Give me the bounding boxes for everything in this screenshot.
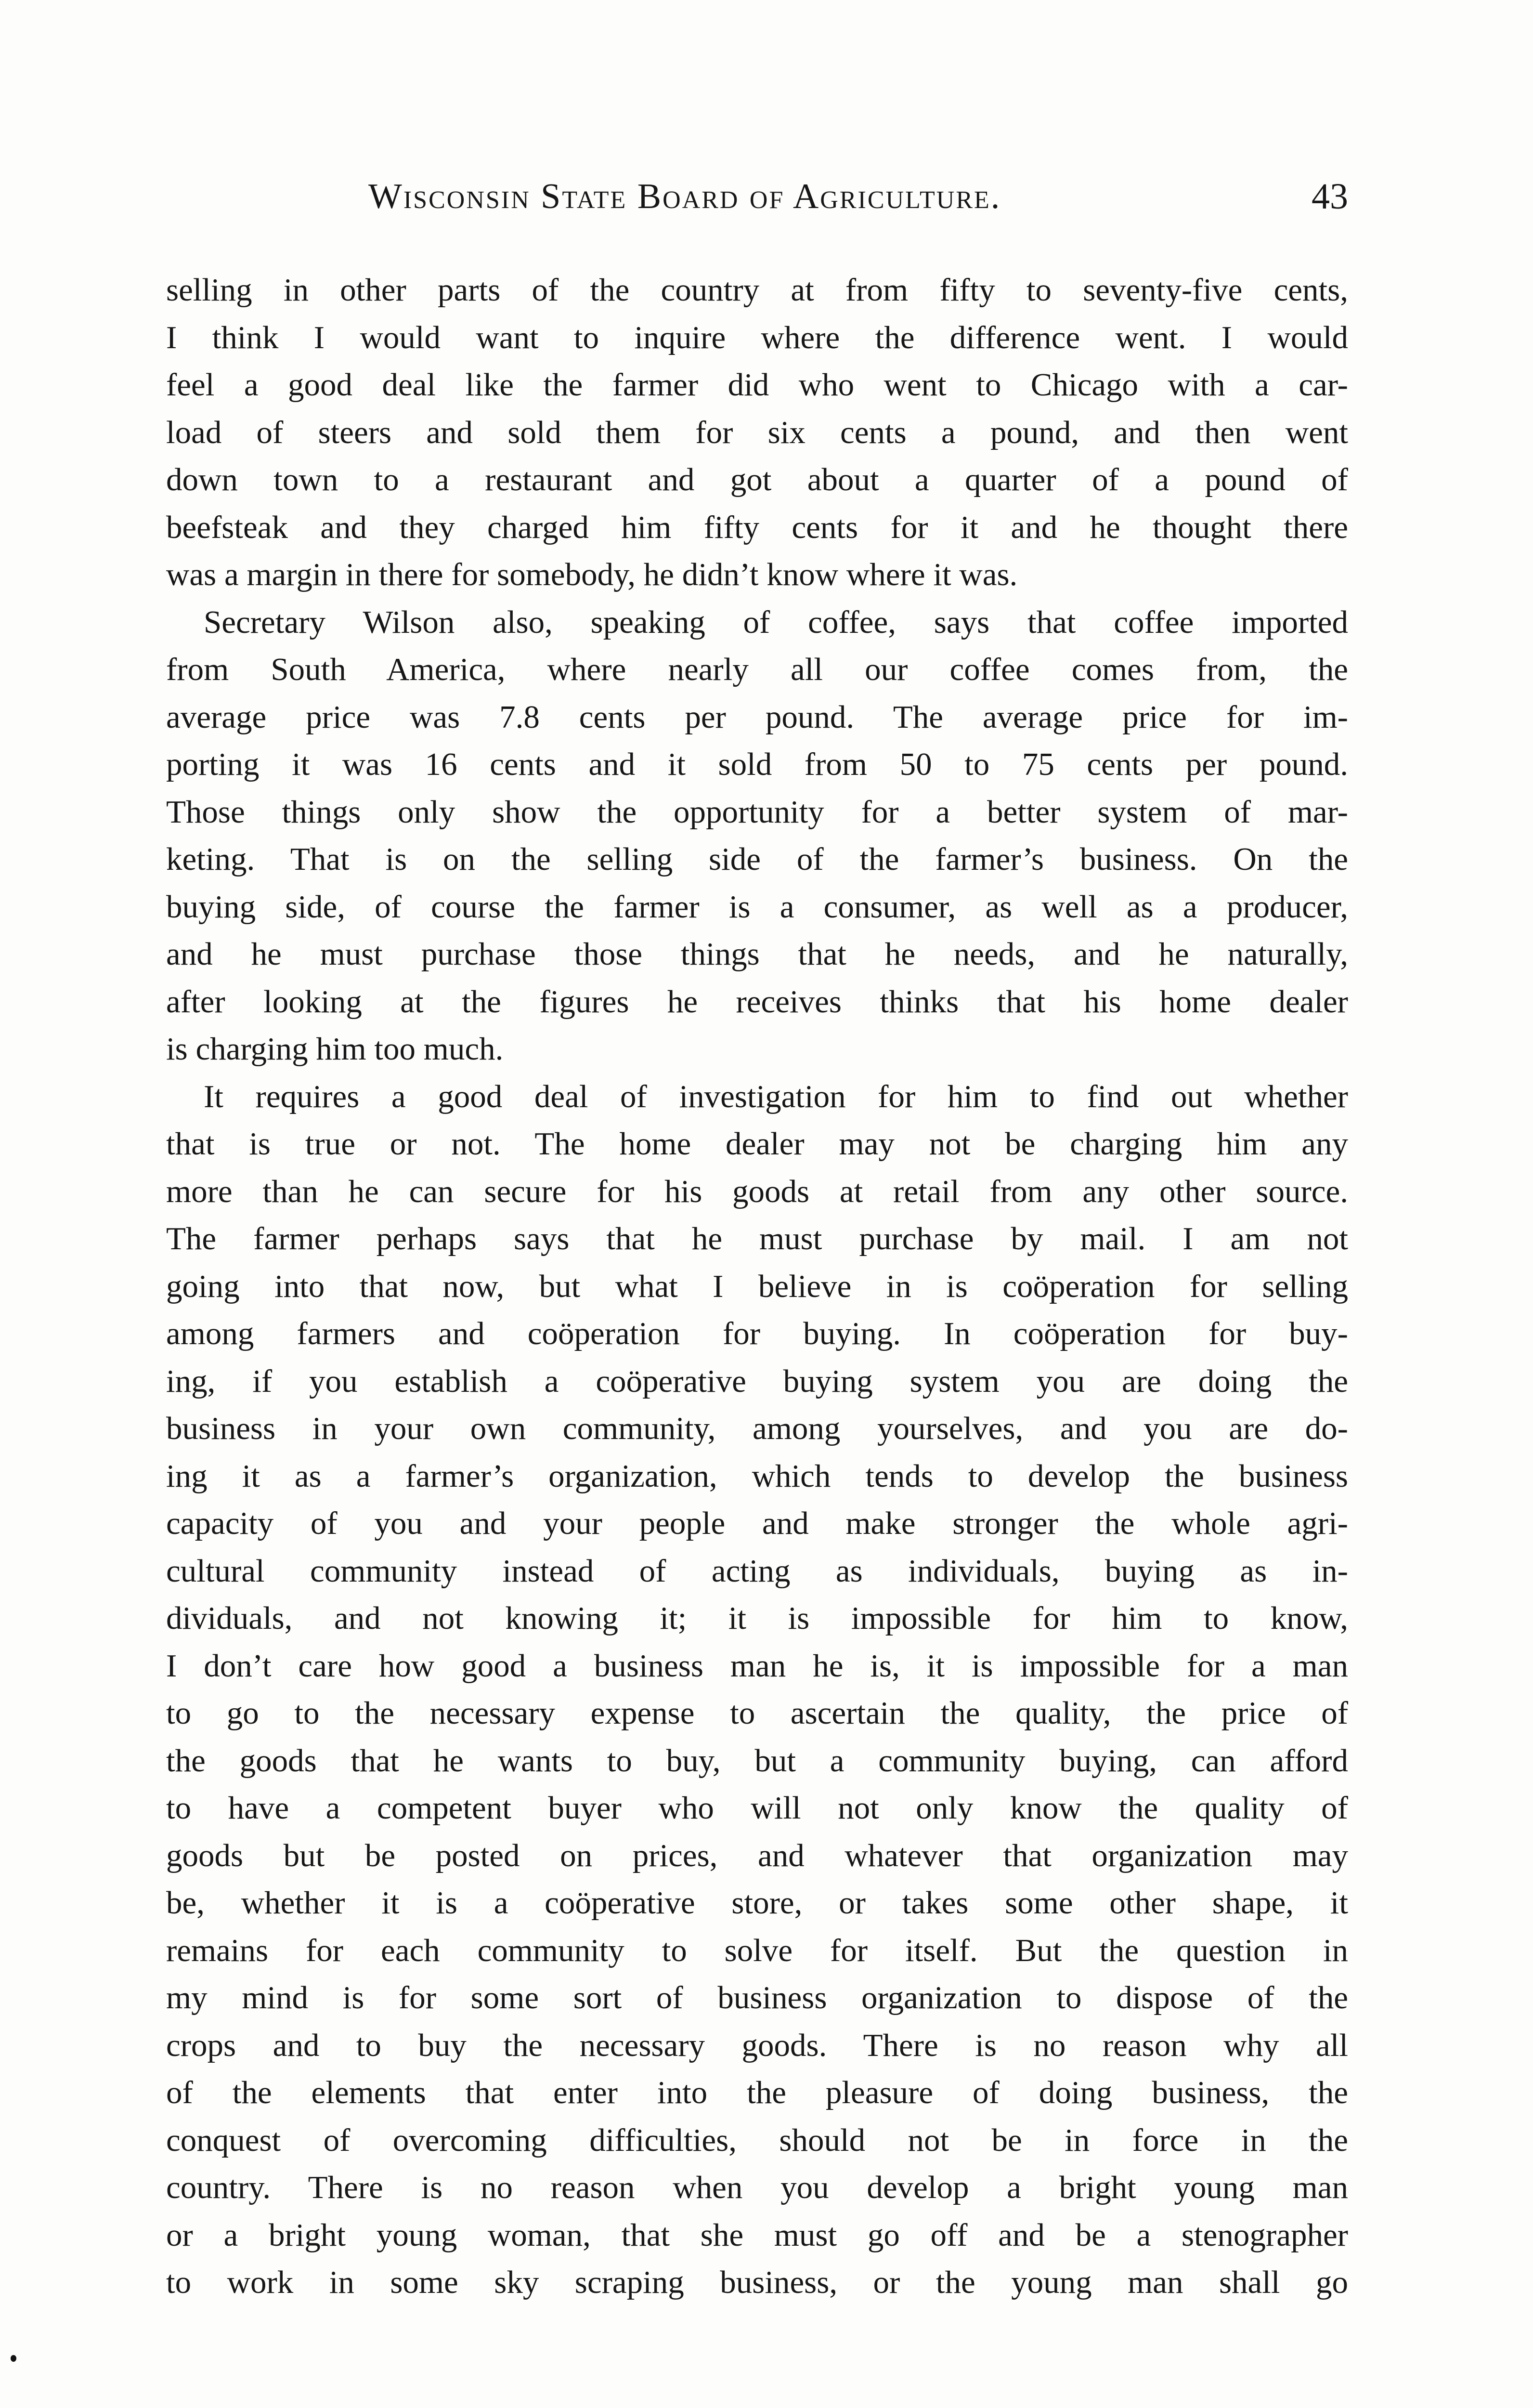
text-line: conquest of overcoming difficulties, should not be in force in the — [166, 2122, 1348, 2158]
text-line: country. There is no reason when you develop a bright young man — [166, 2170, 1348, 2205]
text-line: selling in other parts of the country at from fifty to seventy-five cents, — [166, 272, 1348, 308]
text-line: remains for each community to solve for itself. But the question in — [166, 1932, 1348, 1968]
text-line: the goods that he wants to buy, but a community buying, can afford — [166, 1742, 1348, 1779]
text-line: of the elements that enter into the pleasure of doing business, the — [166, 2075, 1348, 2110]
text-line: crops and to buy the necessary goods. There is no reason why all — [166, 2027, 1348, 2063]
text-line: to work in some sky scraping business, or the young man shall go — [166, 2264, 1348, 2300]
text-line: keting. That is on the selling side of the farmer’s business. On the — [166, 841, 1348, 877]
text-line: load of steers and sold them for six cents a pound, and then went — [166, 414, 1348, 450]
text-line: Those things only show the opportunity for a better system of mar- — [166, 794, 1348, 830]
text-line: average price was 7.8 cents per pound. The average price for im- — [166, 699, 1348, 735]
text-line: porting it was 16 cents and it sold from 50 to 75 cents per pound. — [166, 746, 1348, 782]
running-head: Wisconsin State Board of Agriculture. — [368, 177, 1001, 216]
text-line: cultural community instead of acting as individuals, buying as in- — [166, 1553, 1348, 1589]
text-line: capacity of you and your people and make stronger the whole agri- — [166, 1505, 1348, 1541]
ink-speck — [11, 2355, 16, 2362]
text-line: I think I would want to inquire where the difference went. I would — [166, 319, 1348, 355]
text-line: is charging him too much. — [166, 1031, 504, 1067]
text-line: going into that now, but what I believe in is coöperation for selling — [166, 1268, 1348, 1304]
text-line: down town to a restaurant and got about a quarter of a pound of — [166, 462, 1348, 497]
text-line: ing it as a farmer’s organization, which tends to develop the business — [166, 1458, 1348, 1494]
text-line: that is true or not. The home dealer may not be charging him any — [166, 1126, 1348, 1162]
text-line: was a margin in there for somebody, he didn’t know where it was. — [166, 557, 1018, 592]
text-line: my mind is for some sort of business organization to dispose of the — [166, 1980, 1348, 2015]
text-line: feel a good deal like the farmer did who went to Chicago with a car- — [166, 367, 1348, 403]
page-header — [166, 172, 1348, 221]
text-line: I don’t care how good a business man he is, it is impossible for a man — [166, 1648, 1348, 1684]
text-line: and he must purchase those things that he needs, and he naturally, — [166, 936, 1348, 972]
text-line: be, whether it is a coöperative store, or takes some other shape, it — [166, 1885, 1348, 1921]
paragraph-first-line: Secretary Wilson also, speaking of coffee, says that coffee imported — [204, 604, 1348, 640]
page-number: 43 — [1312, 176, 1348, 217]
text-line: from South America, where nearly all our coffee comes from, the — [166, 652, 1348, 687]
text-line: buying side, of course the farmer is a consumer, as well as a producer, — [166, 889, 1348, 925]
text-line: among farmers and coöperation for buying. In coöperation for buy- — [166, 1316, 1348, 1351]
text-line: The farmer perhaps says that he must purchase by mail. I am not — [166, 1221, 1348, 1256]
text-line: business in your own community, among yourselves, and you are do- — [166, 1411, 1348, 1446]
paragraph-first-line: It requires a good deal of investigation for him to find out whether — [204, 1078, 1348, 1114]
text-line: beefsteak and they charged him fifty cents for it and he thought there — [166, 509, 1348, 545]
text-line: goods but be posted on prices, and whatever that organization may — [166, 1837, 1348, 1873]
text-line: to have a competent buyer who will not only know the quality of — [166, 1790, 1348, 1826]
text-line: ing, if you establish a coöperative buying system you are doing the — [166, 1363, 1348, 1399]
text-line: after looking at the figures he receives thinks that his home dealer — [166, 983, 1348, 1020]
text-line: dividuals, and not knowing it; it is impossible for him to know, — [166, 1600, 1348, 1636]
text-line: or a bright young woman, that she must go off and be a stenographer — [166, 2217, 1348, 2253]
body-text — [166, 266, 1348, 2306]
text-line: to go to the necessary expense to ascertain the quality, the price of — [166, 1695, 1348, 1731]
text-line: more than he can secure for his goods at retail from any other source. — [166, 1173, 1348, 1209]
